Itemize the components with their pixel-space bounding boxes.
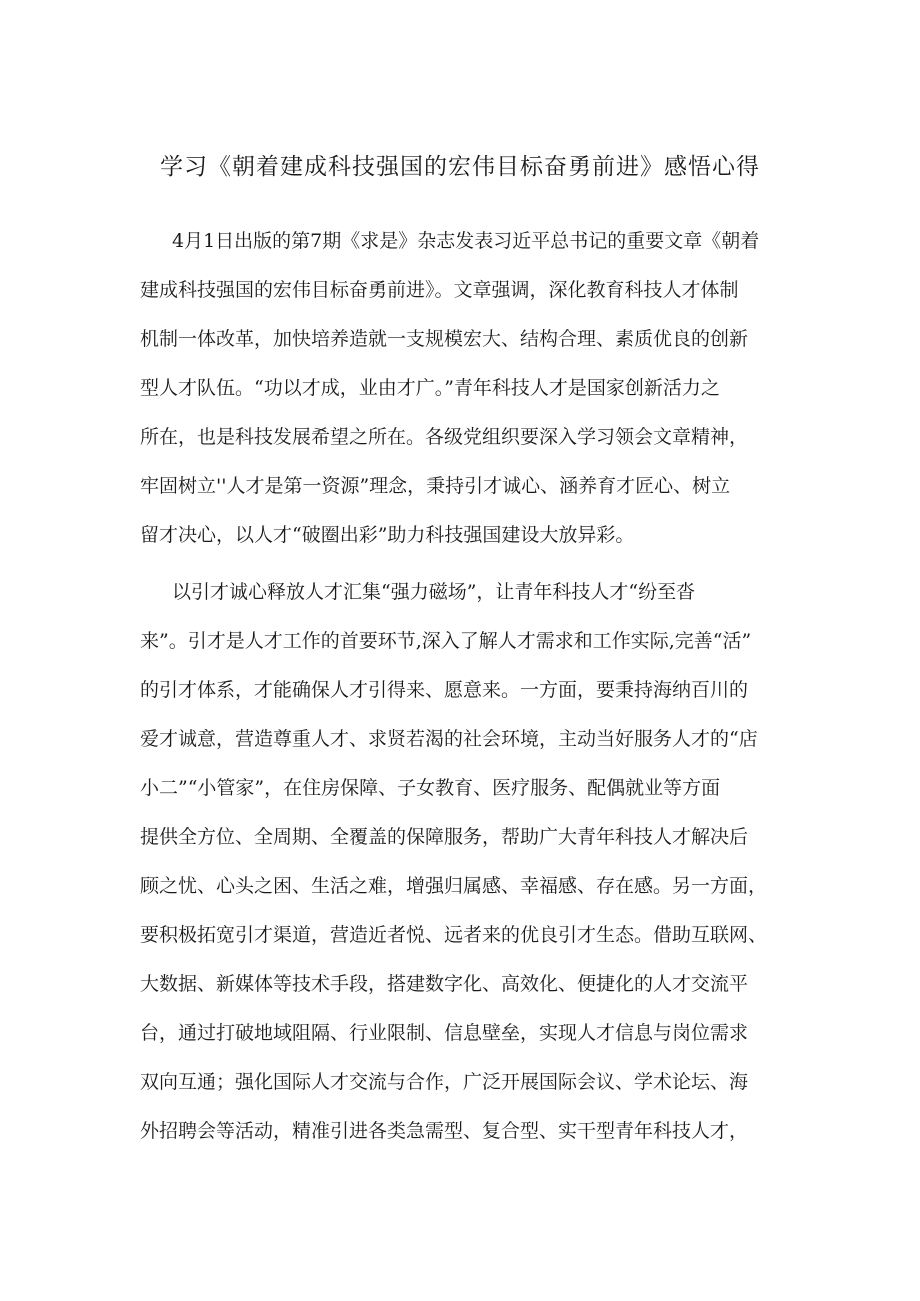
text-line: 小二”“小管家”，在住房保障、子女教育、医疗服务、配偶就业等方面 xyxy=(140,777,721,799)
text-line: 爱才诚意，营造尊重人才、求贤若渴的社会环境，主动当好服务人才的“店 xyxy=(140,728,758,750)
paragraph-1 xyxy=(140,217,790,560)
text-line: 以引才诚心释放人才汇集“强力磁场”，让青年科技人才“纷至沓 xyxy=(172,581,696,603)
document-title: 学习《朝着建成科技强国的宏伟目标奋勇前进》感悟心得 xyxy=(160,154,760,180)
paragraph-2 xyxy=(140,568,790,1156)
text-line: 大数据、新媒体等技术手段，搭建数字化、高效化、便捷化的人才交流平 xyxy=(140,973,749,995)
text-line: 双向互通；强化国际人才交流与合作，广泛开展国际会议、学术论坛、海 xyxy=(140,1071,749,1093)
text-line: 要积极拓宽引才渠道，营造近者悦、远者来的优良引才生态。借助互联网、 xyxy=(140,924,768,946)
text-line: 4月1日出版的第7期《求是》杂志发表习近平总书记的重要文章《朝着 xyxy=(172,230,760,252)
text-line: 来”。引才是人才工作的首要环节,深入了解人才需求和工作实际,完善“活” xyxy=(140,630,752,652)
text-line: 建成科技强国的宏伟目标奋勇前进》。文章强调，深化教育科技人才体制 xyxy=(140,279,739,301)
text-line: 牢固树立''人才是第一资源”理念，秉持引才诚心、涵养育才匠心、树立 xyxy=(140,475,731,497)
text-line: 留才决心，以人才“破圈出彩”助力科技强国建设大放异彩。 xyxy=(140,524,635,546)
text-line: 台，通过打破地域阻隔、行业限制、信息壁垒，实现人才信息与岗位需求 xyxy=(140,1022,749,1044)
text-line: 所在，也是科技发展希望之所在。各级党组织要深入学习领会文章精神， xyxy=(140,426,749,448)
text-line: 机制一体改革，加快培养造就一支规模宏大、结构合理、素质优良的创新 xyxy=(140,328,749,350)
text-line: 型人才队伍。“功以才成，业由才广。”青年科技人才是国家创新活力之 xyxy=(140,377,720,399)
text-line: 顾之忧、心头之困、生活之难，增强归属感、幸福感、存在感。另一方面， xyxy=(140,875,768,897)
text-line: 的引才体系，才能确保人才引得来、愿意来。一方面，要秉持海纳百川的 xyxy=(140,679,749,701)
text-line: 提供全方位、全周期、全覆盖的保障服务，帮助广大青年科技人才解决后 xyxy=(140,826,749,848)
text-line: 外招聘会等活动，精准引进各类急需型、复合型、实干型青年科技人才， xyxy=(140,1120,749,1142)
